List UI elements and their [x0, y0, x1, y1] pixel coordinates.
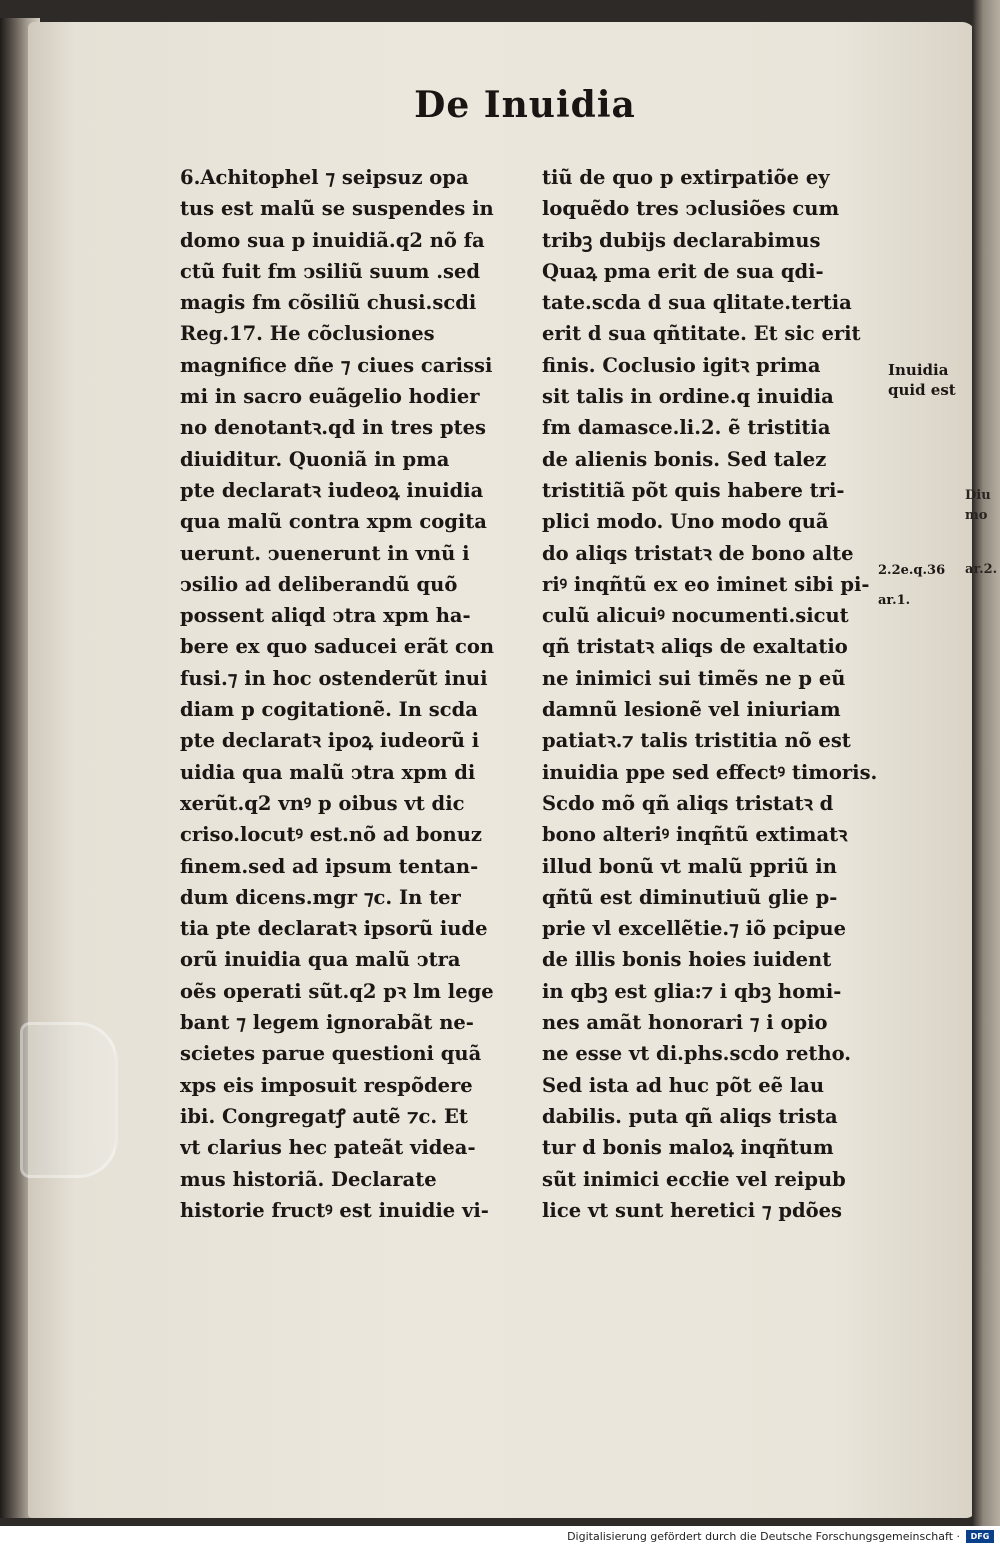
- text-line: dum dicens.mgr ⁊c. In ter: [180, 885, 461, 909]
- funding-notice: Digitalisierung gefördert durch die Deutsche Forschungsgemeinschaft ·: [567, 1530, 960, 1543]
- text-line: sit talis in ordine.q inuidia: [542, 385, 834, 409]
- text-line: ctũ fuit fm ↄsiliũ suum .sed: [180, 259, 481, 283]
- text-line: domo sua p inuidiã.q2 nõ fa: [180, 228, 485, 252]
- text-line: vt clarius hec pateãt videa-: [180, 1136, 476, 1160]
- text-line: illud bonũ vt malũ ppriũ in: [542, 854, 837, 878]
- text-line: nes amãt honorari ⁊ i opio: [542, 1011, 828, 1035]
- text-line: orũ inuidia qua malũ ↄtra: [180, 948, 461, 972]
- adjacent-page-edge: [972, 0, 1000, 1526]
- text-line: finem.sed ad ipsum tentan-: [180, 854, 479, 878]
- text-line: Reg.17. He cõclusiones: [180, 322, 435, 346]
- text-line: do aliqs tristatꝛ de bono alte: [542, 541, 854, 565]
- text-line: mus historiã. Declarate: [180, 1167, 437, 1191]
- text-line: plici modo. Uno modo quã: [542, 510, 829, 534]
- text-line: bant ⁊ legem ignorabãt ne-: [180, 1011, 474, 1035]
- text-line: prie vl excellẽtie.⁊ iõ pcipue: [542, 917, 847, 941]
- text-line: riꝰ inqñtũ ex eo iminet sibi pi-: [542, 572, 870, 596]
- text-line: Scdo mõ qñ aliqs tristatꝛ d: [542, 791, 834, 815]
- text-line: dabilis. puta qñ aliqs trista: [542, 1104, 838, 1128]
- text-line: tate.scda d sua qlitate.tertia: [542, 291, 852, 315]
- text-line: pte declaratꝛ iudeoꝝ inuidia: [180, 478, 484, 502]
- text-line: tus est malũ se suspendes in: [180, 197, 494, 221]
- text-line: historie fructꝰ est inuidie vi-: [180, 1198, 489, 1222]
- marginal-note-line: quid est: [888, 381, 956, 399]
- text-line: erit d sua qñtitate. Et sic erit: [542, 322, 861, 346]
- text-line: patiatꝛ.⁊ talis tristitia nõ est: [542, 729, 851, 753]
- text-line: Sed ista ad huc põt eẽ lau: [542, 1073, 825, 1097]
- text-line: uerunt. ↄuenerunt in vnũ i: [180, 541, 470, 565]
- text-line: tiũ de quo p extirpatiõe ey: [542, 166, 830, 189]
- text-line: de alienis bonis. Sed talez: [542, 447, 827, 471]
- marginal-note-line: mo: [965, 508, 988, 523]
- text-line: lice vt sunt heretici ⁊ pdões: [542, 1198, 843, 1222]
- text-line: fm damasce.li.2. ẽ tristitia: [542, 416, 831, 440]
- text-line: damnũ lesionẽ vel iniuriam: [542, 698, 841, 722]
- running-head: De Inuidia: [414, 84, 636, 126]
- text-line: pte declaratꝛ ipoꝝ iudeorũ i: [180, 729, 480, 753]
- marginal-note-line: ar.1.: [878, 593, 911, 608]
- text-line: ne inimici sui timẽs ne p eũ: [542, 666, 846, 690]
- marginal-note-line: 2.2e.q.36: [878, 563, 946, 578]
- marginal-note-reference: [878, 556, 945, 616]
- text-line: inuidia ppe sed effectꝰ timoris.: [542, 760, 878, 784]
- right-text-column: [542, 162, 887, 1226]
- text-line: criso.locutꝰ est.nõ ad bonuz: [180, 823, 482, 847]
- text-line: Quaꝝ pma erit de sua qdi-: [542, 259, 824, 283]
- text-line: loquẽdo tres ↄclusiões cum: [542, 197, 840, 221]
- text-line: finis. Coclusio igitꝛ prima: [542, 353, 821, 377]
- text-line: ne esse vt di.phs.scdo retho.: [542, 1042, 852, 1066]
- text-line: fusi.⁊ in hoc ostenderũt inui: [180, 666, 488, 690]
- text-line: qñ tristatꝛ aliqs de exaltatio: [542, 635, 848, 659]
- footer-bar: [0, 1526, 1000, 1547]
- text-line: mi in sacro euãgelio hodier: [180, 385, 480, 409]
- text-line: diam p cogitationẽ. In scda: [180, 698, 478, 722]
- text-line: scietes parue questioni quã: [180, 1042, 482, 1066]
- left-text-column: [180, 162, 525, 1226]
- text-line: xps eis imposuit respõdere: [180, 1073, 473, 1097]
- text-line: diuiditur. Quoniã in pma: [180, 447, 450, 471]
- text-line: magis fm cõsiliũ chusi.scdi: [180, 291, 477, 315]
- marginal-note-line: ar.2.: [965, 562, 998, 577]
- text-line: ibi. Congregatꝭ autẽ ⁊c. Et: [180, 1104, 468, 1128]
- text-line: bere ex quo saducei erãt con: [180, 635, 495, 659]
- marginal-note-line: Inuidia: [888, 361, 949, 379]
- text-line: magnifice dñe ⁊ ciues carissi: [180, 353, 493, 377]
- text-line: qua malũ contra xpm cogita: [180, 510, 487, 534]
- text-line: 6.Achitophel ⁊ seipsuz opa: [180, 166, 469, 189]
- marginal-note-line: Diu: [965, 488, 991, 503]
- text-line: tur d bonis maloꝝ inqñtum: [542, 1136, 834, 1160]
- text-line: culũ alicuiꝰ nocumenti.sicut: [542, 604, 849, 628]
- text-line: possent aliqd ↄtra xpm ha-: [180, 604, 471, 628]
- text-line: no denotantꝛ.qd in tres ptes: [180, 416, 486, 440]
- text-line: xerũt.q2 vnꝰ p oibus vt dic: [180, 791, 465, 815]
- text-line: uidia qua malũ ↄtra xpm di: [180, 760, 476, 784]
- text-line: oẽs operati sũt.q2 pꝛ lm lege: [180, 979, 494, 1003]
- text-line: de illis bonis hoies iuident: [542, 948, 832, 972]
- text-line: sũt inimici eccłie vel reipub: [542, 1167, 846, 1191]
- text-line: tribꝫ dubijs declarabimus: [542, 228, 821, 252]
- dfg-logo: DFG: [966, 1530, 994, 1543]
- marginal-note-inuidia: [888, 360, 956, 400]
- text-line: tia pte declaratꝛ ipsorũ iude: [180, 917, 488, 941]
- text-line: in qbꝫ est glia:⁊ i qbꝫ homi-: [542, 979, 842, 1003]
- page-clip: [20, 1022, 118, 1178]
- marginal-note-cut-off: [965, 486, 997, 580]
- text-line: ↄsilio ad deliberandũ quõ: [180, 572, 458, 596]
- text-line: qñtũ est diminutiuũ glie p-: [542, 885, 838, 909]
- text-line: bono alteriꝰ inqñtũ extimatꝛ: [542, 823, 848, 847]
- text-line: tristitiã põt quis habere tri-: [542, 478, 845, 502]
